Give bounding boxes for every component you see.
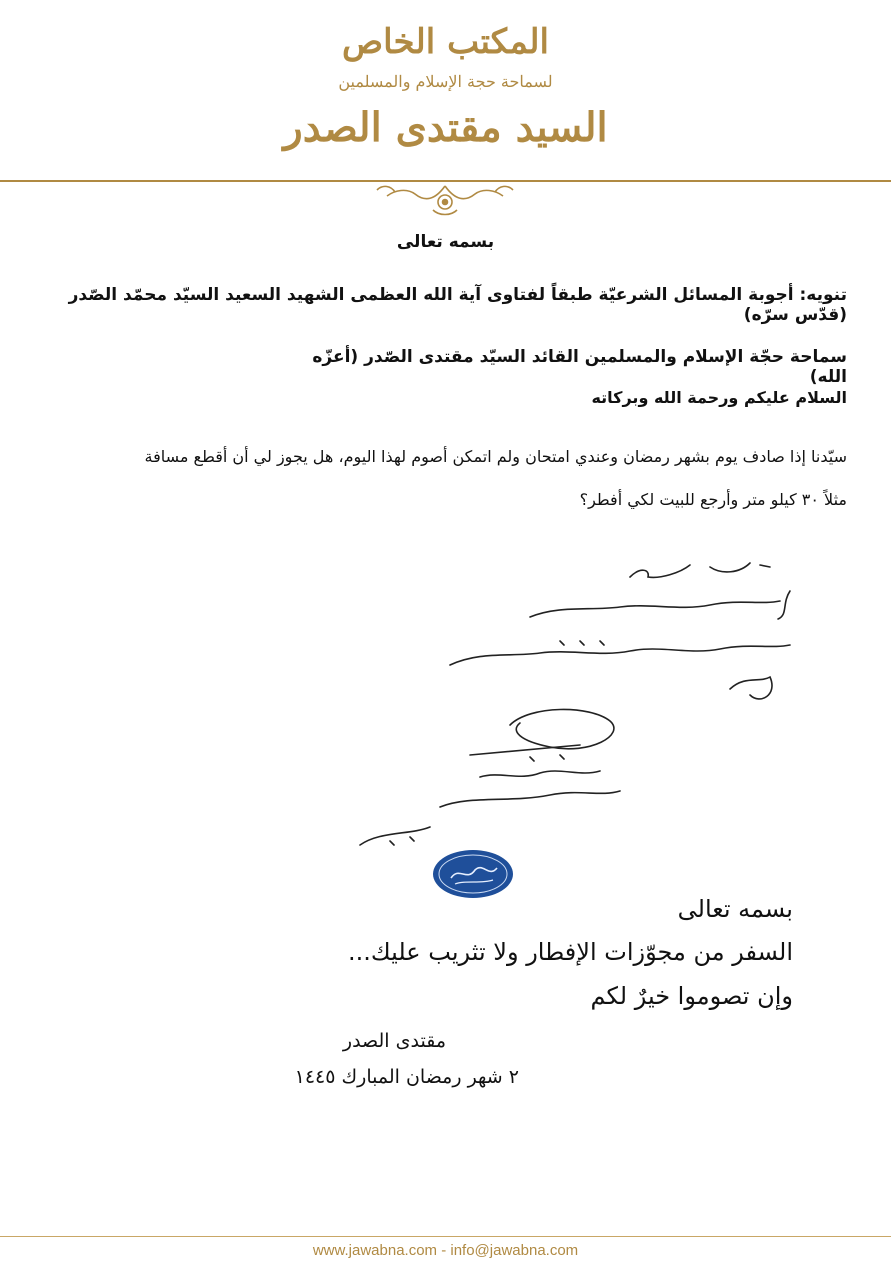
question-line-1: سيّدنا إذا صادف يوم بشهر رمضان وعندي امتحان ولم اتمكن أصوم لهذا اليوم، هل يجوز لي أن أقطع مسافة (144, 447, 847, 466)
answer-line-1: السفر من مجوّزات الإفطار ولا تثريب عليك... (348, 938, 793, 966)
bismihi-heading: بسمه تعالى (396, 232, 495, 252)
greeting-line: السلام عليكم ورحمة الله وبركاته (591, 388, 847, 407)
answer-date: ٢ شهر رمضان المبارك ١٤٤٥ (294, 1066, 519, 1088)
letterhead-subtitle: لسماحة حجة الإسلام والمسلمين (338, 72, 553, 91)
question-line-2: مثلاً ٣٠ كيلو متر وأرجع للبيت لكي أفطر؟ (579, 490, 847, 509)
ornament-icon (365, 180, 525, 220)
handwritten-answer (330, 545, 810, 865)
answer-bismihi: بسمه تعالى (677, 895, 793, 923)
answer-signature: مقتدى الصدر (342, 1030, 446, 1052)
footer-contact: www.jawabna.com - info@jawabna.com (312, 1242, 579, 1259)
answer-line-2: وإن تصوموا خيرٌ لكم (590, 982, 793, 1010)
letterhead-name: السيد مقتدى الصدر (283, 104, 608, 151)
seal-stamp-icon (431, 848, 515, 900)
footer-divider (0, 1236, 891, 1237)
letterhead (0, 0, 891, 230)
addressee-line: سماحة حجّة الإسلام والمسلمين القائد السيّد مقتدى الصّدر (أعزّه الله) (312, 347, 847, 387)
letterhead-office-title: المكتب الخاص (342, 22, 549, 62)
notice-line: تنويه: أجوبة المسائل الشرعيّة طبقاً لفتاوى آية الله العظمى الشهيد السعيد السيّد محمّد الصّدر (قدّس سرّه) (68, 285, 847, 325)
